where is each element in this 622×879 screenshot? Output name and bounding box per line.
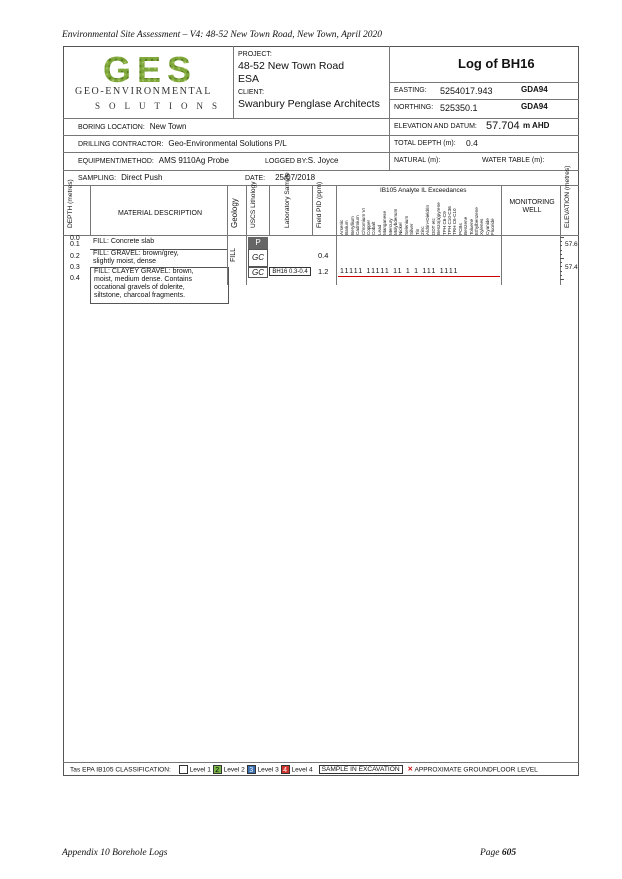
pid-value-2: 1.2 [318, 267, 329, 276]
legend-sample-excavation: SAMPLE IN EXCAVATION [319, 765, 403, 774]
total-depth-value: 0.4 [466, 138, 478, 148]
drilling-contractor-value: Geo-Environmental Solutions P/L [168, 139, 287, 148]
easting-label: EASTING: [394, 87, 427, 94]
analyte-label: Lead [376, 224, 382, 235]
elevation-tick-mark [560, 271, 562, 272]
logo-line-2: SOLUTIONS [95, 101, 227, 111]
elevation-tick-mark [560, 266, 562, 267]
client-label: CLIENT: [238, 89, 265, 96]
elevation-tick-mark [560, 245, 562, 246]
footer-page-label: Page [480, 848, 500, 858]
elevation-tick-mark [560, 254, 562, 255]
divider [389, 82, 579, 83]
project-label: PROJECT: [238, 51, 272, 58]
project-name-2: ESA [238, 73, 260, 85]
footer-page-number: 605 [501, 848, 517, 858]
analyte-label: Nickel [398, 222, 404, 235]
equipment-label: EQUIPMENT/METHOD: [78, 158, 154, 165]
depth-tick: 0.4 [70, 275, 80, 282]
col-uscs: USCS Lithology [250, 181, 257, 228]
stratum-3-line: moist, medium dense. Contains [94, 276, 193, 283]
col-material: MATERIAL DESCRIPTION [118, 210, 203, 217]
divider [63, 118, 579, 119]
stratum-1-text: FILL: Concrete slab [93, 238, 155, 245]
exceedance-row [338, 267, 500, 277]
logged-by-value: S. Joyce [307, 156, 339, 165]
analyte-label: Fluoride [490, 218, 496, 235]
analyte-label: Tin [414, 228, 420, 235]
analyte-label: Cadmium [355, 215, 361, 235]
easting-datum: GDA94 [521, 85, 548, 94]
legend-level2: Level 2 [223, 766, 245, 774]
elevation-tick-mark [560, 275, 562, 276]
project-name-1: 48-52 New Town Road [238, 60, 345, 72]
col-geology: Geology [230, 198, 239, 228]
col-field-pid: Field PID (ppm) [316, 181, 323, 228]
analyte-labels [339, 195, 499, 235]
northing-label: NORTHING: [394, 104, 434, 111]
lab-sample-label: BH16 0.3-0.4 [269, 267, 311, 276]
divider [389, 99, 579, 100]
boring-location [78, 123, 187, 132]
total-depth-label: TOTAL DEPTH (m): [394, 140, 456, 147]
analyte-label: Mercury [387, 218, 393, 235]
analyte-label: Beryllium [349, 216, 355, 235]
drilling-contractor [78, 140, 287, 149]
elevation-tick-mark [560, 250, 562, 251]
col-divider [90, 185, 91, 235]
legend [70, 765, 538, 775]
analyte-label: Cyanide [484, 218, 490, 235]
col-divider [269, 185, 270, 235]
client-name: Swanbury Penglase Architects [238, 98, 380, 110]
analyte-label: Selenium [403, 215, 409, 235]
analyte-label: TPH C6-C9 [441, 211, 447, 235]
analyte-label: PCBs [457, 223, 463, 235]
equipment [78, 157, 229, 166]
analyte-label: Benzo(a)pyrene [436, 202, 442, 235]
stratum-3-line: siltstone, charcoal fragments. [94, 292, 186, 299]
analyte-label: Barium [344, 220, 350, 235]
col-depth: DEPTH (metres) [67, 179, 74, 228]
depth-tick: 0.2 [70, 253, 80, 260]
stratum-3-line: FILL: CLAYEY GRAVEL: brown, [94, 268, 194, 275]
analyte-label: Arsenic [339, 219, 344, 235]
analyte-label: Copper [366, 219, 371, 235]
analyte-label: Molybdenum [393, 208, 398, 235]
drilling-contractor-label: DRILLING CONTRACTOR: [78, 141, 164, 148]
col-lab-sample: Laboratory Sample [284, 172, 291, 228]
depth-tick: 0.0 [70, 235, 80, 242]
logo-line-1: GEO-ENVIRONMENTAL [75, 86, 212, 97]
analyte-label: Ethylbenzene [474, 207, 479, 235]
stratum-2-line: FILL: GRAVEL: brown/grey, [93, 250, 179, 257]
sampling-label: SAMPLING: [78, 175, 117, 182]
analyte-label: Cobalt [371, 221, 377, 235]
legend-groundfloor: APPROXIMATE GROUNDFLOOR LEVEL [414, 766, 538, 774]
elevation-tick-mark [560, 241, 562, 242]
analyte-label: Manganese [382, 210, 388, 235]
legend-level1: Level 1 [189, 766, 211, 774]
divider [63, 135, 579, 136]
col-monitoring-well: MONITORING WELL [509, 199, 555, 214]
equipment-value: AMS 9110Ag Probe [158, 156, 229, 165]
exceedance-marks: 11111 11111 11 1 1 111 1111 [340, 268, 459, 275]
log-title: Log of BH16 [458, 56, 535, 71]
ges-logo-icon [90, 52, 210, 86]
boring-location-label: BORING LOCATION: [78, 124, 145, 131]
analyte-label: TRH C6-C10 [452, 208, 458, 235]
elevation-tick-mark [560, 237, 564, 238]
elevation-value: 57.704 [486, 120, 520, 132]
divider [63, 152, 579, 153]
stratum-3-line: occational gravels of dolerite, [94, 284, 185, 291]
uscs-gravel: GC [248, 249, 268, 267]
logged-by-label: LOGGED BY: [265, 158, 308, 165]
elevation-label: ELEVATION AND DATUM: [394, 123, 477, 130]
analyte-label: Silver [409, 223, 415, 235]
analyte-label: Aldrin+Dieldrin [425, 204, 431, 235]
legend-level3: Level 3 [257, 766, 279, 774]
logo-wordmark: GES [102, 52, 198, 86]
elevation-ruler [560, 237, 564, 281]
col-divider [312, 185, 313, 235]
level2-swatch: 2 [213, 765, 222, 774]
level3-swatch: 3 [247, 765, 256, 774]
boring-location-value: New Town [149, 122, 187, 131]
geology-fill-label: FILL [230, 247, 237, 262]
divider [233, 46, 234, 118]
elevation-unit: m AHD [523, 121, 550, 130]
depth-tick: 0.1 [70, 241, 80, 248]
divider [63, 170, 579, 171]
depth-tick: 0.3 [70, 264, 80, 271]
level4-swatch: 4 [281, 765, 290, 774]
logged-by [265, 157, 338, 166]
uscs-concrete: P [248, 237, 268, 249]
sampling-value: Direct Push [121, 173, 163, 182]
analyte-label: DDT etc [430, 218, 436, 235]
col-elevation: ELEVATION (metres) [564, 165, 571, 228]
elevation-tick-mark [560, 258, 564, 259]
level1-swatch [179, 765, 188, 774]
footer-page [480, 848, 516, 858]
northing-value: 525350.1 [440, 103, 478, 113]
analyte-label: Xylenes [479, 218, 485, 235]
analyte-label: Zinc [420, 226, 425, 235]
pid-value-1: 0.4 [318, 251, 329, 260]
date-value: 25/07/2018 [275, 173, 316, 182]
footer-section-title: Appendix 10 Borehole Logs [62, 848, 168, 858]
northing-datum: GDA94 [521, 102, 548, 111]
col-analyte-title: IB105 Analyte IL Exceedances [380, 187, 467, 194]
analyte-label: Toluene [468, 218, 474, 235]
analyte-label: TPH C10-C36 [447, 206, 452, 235]
stratum-2 [90, 249, 227, 268]
legend-classification-label: Tas EPA IB105 CLASSIFICATION: [70, 766, 171, 774]
page-header: Environmental Site Assessment – V4: 48-52 New Town Road, New Town, April 2020 [62, 30, 383, 40]
date-label: DATE: [245, 175, 266, 182]
analyte-label: Chromium VI [360, 208, 366, 235]
stratum-2-line: slightly moist, dense [93, 258, 157, 265]
groundfloor-icon: ✕ [407, 766, 413, 774]
uscs-clayey-gravel: GC [248, 267, 268, 278]
divider [63, 762, 579, 763]
water-table-label: WATER TABLE (m): [482, 157, 545, 164]
elevation-tick: 57.6 [565, 241, 578, 248]
analyte-label: Benzene [463, 216, 469, 235]
natural-label: NATURAL (m): [394, 157, 441, 164]
stratum-3 [90, 267, 229, 304]
legend-level4: Level 4 [291, 766, 313, 774]
elevation-tick: 57.4 [565, 264, 578, 271]
elevation-tick-mark [560, 262, 562, 263]
easting-value: 5254017.943 [440, 86, 493, 96]
sampling [78, 174, 162, 183]
header-divider [63, 235, 579, 236]
elevation-tick-mark [560, 279, 564, 280]
